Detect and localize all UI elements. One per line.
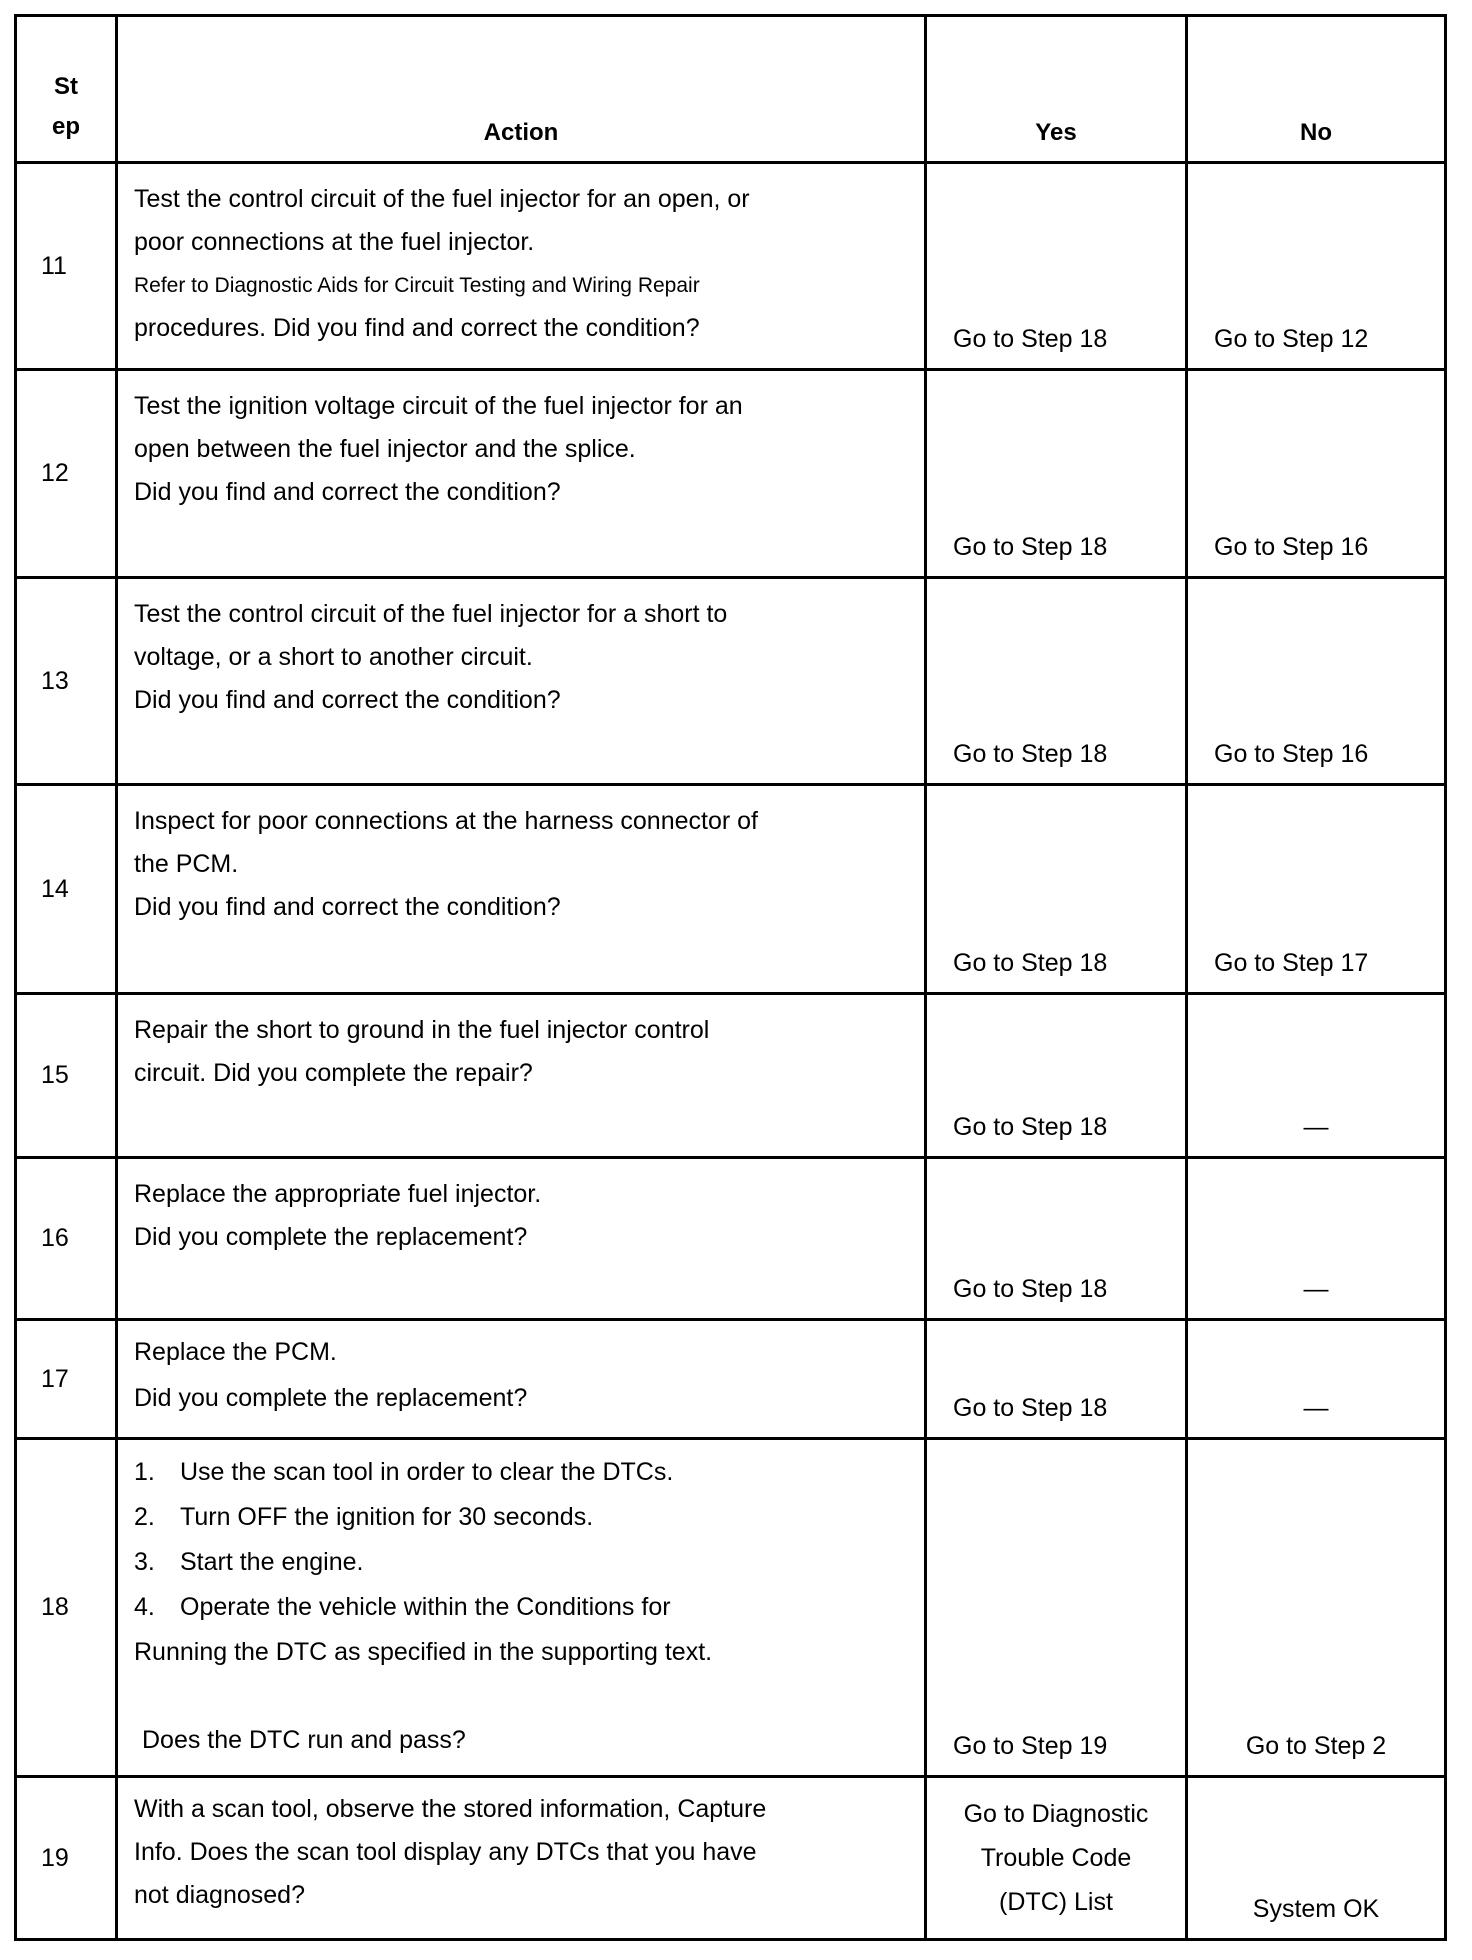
action-cell — [117, 1777, 926, 1940]
action-line: open between the fuel injector and the splice. — [134, 435, 636, 463]
table-row — [16, 1439, 1446, 1777]
list-item — [134, 1585, 910, 1630]
action-line: Test the ignition voltage circuit of the fuel injector for an — [134, 392, 743, 420]
action-line: voltage, or a short to another circuit. — [134, 643, 533, 671]
action-line: poor connections at the fuel injector. — [134, 228, 535, 256]
yes-cell: Go to Step 18 — [926, 163, 1187, 370]
header-step-line: St — [54, 73, 78, 100]
action-cell — [117, 1439, 926, 1777]
table-row — [16, 370, 1446, 578]
yes-cell: Go to Step 18 — [926, 785, 1187, 994]
header-step-line: ep — [51, 113, 80, 140]
action-line: Replace the appropriate fuel injector. — [134, 1180, 542, 1208]
action-line: Refer to Diagnostic Aids for Circuit Testing and Wiring Repair — [134, 274, 700, 297]
action-cell — [117, 163, 926, 370]
diagnostic-table — [14, 14, 1447, 1941]
step-number: 12 — [16, 370, 117, 578]
list-number: 2. — [134, 1503, 155, 1531]
action-line: circuit. Did you complete the repair? — [134, 1059, 533, 1087]
step-number: 19 — [16, 1777, 117, 1940]
no-cell: Go to Step 12 — [1187, 163, 1446, 370]
action-line: With a scan tool, observe the stored information, Capture — [134, 1795, 767, 1823]
yes-cell — [926, 1777, 1187, 1940]
action-cell — [117, 994, 926, 1158]
yes-line: Trouble Code — [980, 1844, 1132, 1872]
step-number: 17 — [16, 1320, 117, 1439]
action-line: procedures. Did you find and correct the condition? — [134, 314, 700, 342]
step-number: 13 — [16, 578, 117, 785]
yes-cell: Go to Step 18 — [926, 370, 1187, 578]
yes-line: Go to Diagnostic — [963, 1800, 1149, 1828]
list-continuation: Running the DTC as specified in the supporting text. — [134, 1638, 713, 1666]
list-number: 3. — [134, 1548, 155, 1576]
table-row — [16, 994, 1446, 1158]
yes-cell: Go to Step 18 — [926, 994, 1187, 1158]
no-cell: Go to Step 17 — [1187, 785, 1446, 994]
header-row — [16, 16, 1446, 163]
action-line: Test the control circuit of the fuel injector for an open, or — [134, 185, 750, 213]
action-line: not diagnosed? — [134, 1881, 305, 1909]
action-cell — [117, 1320, 926, 1439]
action-cell — [117, 370, 926, 578]
list-text: Operate the vehicle within the Conditions for — [180, 1593, 671, 1621]
no-cell: Go to Step 16 — [1187, 578, 1446, 785]
yes-cell: Go to Step 18 — [926, 578, 1187, 785]
action-cell — [117, 1158, 926, 1320]
no-cell: — — [1187, 994, 1446, 1158]
action-line: Test the control circuit of the fuel injector for a short to — [134, 600, 728, 628]
list-item — [134, 1540, 910, 1585]
yes-cell: Go to Step 18 — [926, 1320, 1187, 1439]
yes-cell: Go to Step 19 — [926, 1439, 1187, 1777]
action-line: Did you complete the replacement? — [134, 1223, 528, 1251]
table-row — [16, 578, 1446, 785]
yes-line: (DTC) List — [999, 1888, 1113, 1916]
header-action: Action — [117, 16, 926, 163]
table-row — [16, 1777, 1446, 1940]
action-line: Did you find and correct the condition? — [134, 686, 561, 714]
no-cell: Go to Step 2 — [1187, 1439, 1446, 1777]
list-item — [134, 1495, 910, 1540]
action-line: Did you complete the replacement? — [134, 1384, 528, 1412]
list-text: Turn OFF the ignition for 30 seconds. — [180, 1503, 594, 1531]
action-line: Replace the PCM. — [134, 1338, 337, 1366]
action-line: Did you find and correct the condition? — [134, 893, 561, 921]
list-text: Start the engine. — [180, 1548, 364, 1576]
list-item — [134, 1450, 910, 1495]
table-row — [16, 1320, 1446, 1439]
table-row — [16, 163, 1446, 370]
list-text: Use the scan tool in order to clear the DTCs. — [180, 1458, 674, 1486]
table-row — [16, 1158, 1446, 1320]
header-step — [16, 16, 117, 163]
table-row — [16, 785, 1446, 994]
action-line: Inspect for poor connections at the harness connector of — [134, 807, 758, 835]
action-line: Info. Does the scan tool display any DTCs that you have — [134, 1838, 757, 1866]
action-line: Did you find and correct the condition? — [134, 478, 561, 506]
list-number: 1. — [134, 1458, 155, 1486]
action-line: the PCM. — [134, 850, 239, 878]
no-cell: Go to Step 16 — [1187, 370, 1446, 578]
header-yes: Yes — [926, 16, 1187, 163]
no-cell: — — [1187, 1320, 1446, 1439]
spacer — [134, 1675, 910, 1718]
action-question: Does the DTC run and pass? — [142, 1726, 466, 1754]
action-line: Repair the short to ground in the fuel injector control — [134, 1016, 710, 1044]
step-number: 11 — [16, 163, 117, 370]
step-number: 18 — [16, 1439, 117, 1777]
header-no: No — [1187, 16, 1446, 163]
step-number: 14 — [16, 785, 117, 994]
no-cell: — — [1187, 1158, 1446, 1320]
yes-cell: Go to Step 18 — [926, 1158, 1187, 1320]
step-number: 16 — [16, 1158, 117, 1320]
action-cell — [117, 785, 926, 994]
action-cell — [117, 578, 926, 785]
step-number: 15 — [16, 994, 117, 1158]
no-cell: System OK — [1187, 1777, 1446, 1940]
list-number: 4. — [134, 1593, 155, 1621]
